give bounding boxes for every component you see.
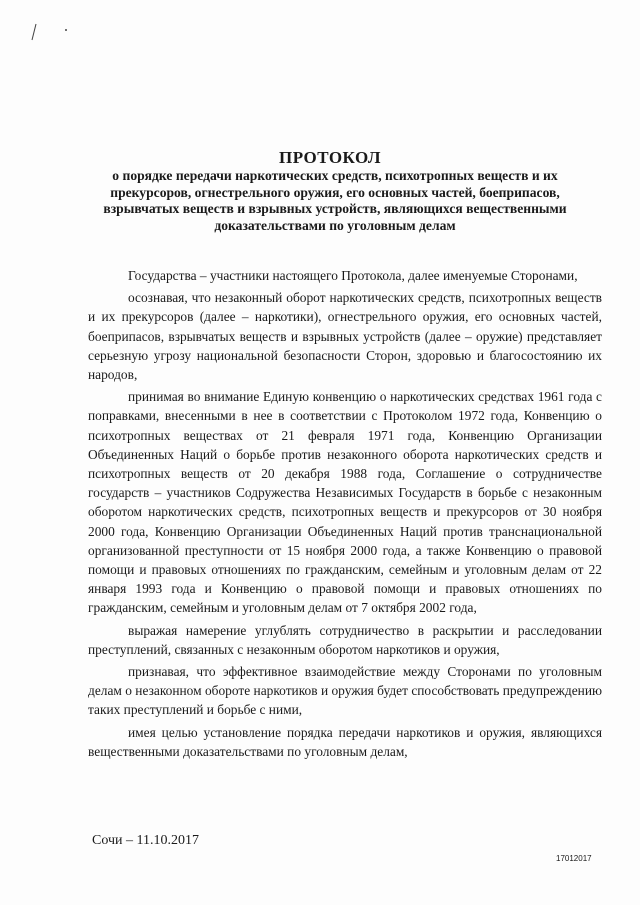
- pen-mark: [22, 22, 72, 42]
- paragraph: принимая во внимание Единую конвенцию о наркотических средствах 1961 года с поправками, внесенными в нее в соответствии с Протоколом 1972 года, Конвенцию о психотропных веществах от 21 февраля 1971 года, Конвенцию Организации Объединенных Наций о борьбе против незаконного оборота наркотических средств и психотропных веществ от 20 декабря 1988 года, Соглашение о сотрудничестве государств – участников Содружества Независимых Государств в борьбе с незаконным оборотом наркотических средств, психотропных веществ и прекурсоров от 30 ноября 2000 года, Конвенцию Организации Объединенных Наций против транснациональной организованной преступности от 15 ноября 2000 года, а также Конвенцию о правовой помощи и правовых отношениях по гражданским, семейным и уголовным делам от 22 января 1993 года и Конвенцию о правовой помощи и правовых отношениях по гражданским, семейным и уголовным делам от 7 октября 2002 года,: [88, 389, 602, 616]
- page-code: 17012017: [556, 854, 592, 863]
- paragraph: Государства – участники настоящего Протокола, далее именуемые Сторонами,: [128, 268, 578, 283]
- paragraph: признавая, что эффективное взаимодействие между Сторонами по уголовным делам о незаконном обороте наркотиков и оружия будет способствовать предупреждению таких преступлений и борьбе с ними,: [88, 664, 602, 718]
- document-subtitle: о порядке передачи наркотических средств, психотропных веществ и их прекурсоров, огнестрельного оружия, его основных частей, боеприпасов, взрывчатых веществ и взрывных устройств, являющихся вещественными доказательствами по уголовным делам: [103, 168, 567, 233]
- paragraph: осознавая, что незаконный оборот наркотических средств, психотропных веществ и их прекурсоров (далее – наркотики), огнестрельного оружия, его основных частей, боеприпасов, взрывчатых веществ и взрывных устройств (далее – оружие) представляет серьезную угрозу национальной безопасности Сторон, здоровью и благосостоянию их народов,: [88, 290, 602, 383]
- document-title: ПРОТОКОЛ: [278, 148, 381, 167]
- paragraph: имея целью установление порядка передачи наркотиков и оружия, являющихся вещественными доказательствами по уголовным делам,: [88, 724, 602, 759]
- paragraph: выражая намерение углублять сотрудничество в раскрытии и расследовании преступлений, связанных с незаконным оборотом наркотиков и оружия,: [88, 622, 602, 657]
- place-and-date: Сочи – 11.10.2017: [92, 833, 199, 848]
- preamble: [88, 266, 602, 764]
